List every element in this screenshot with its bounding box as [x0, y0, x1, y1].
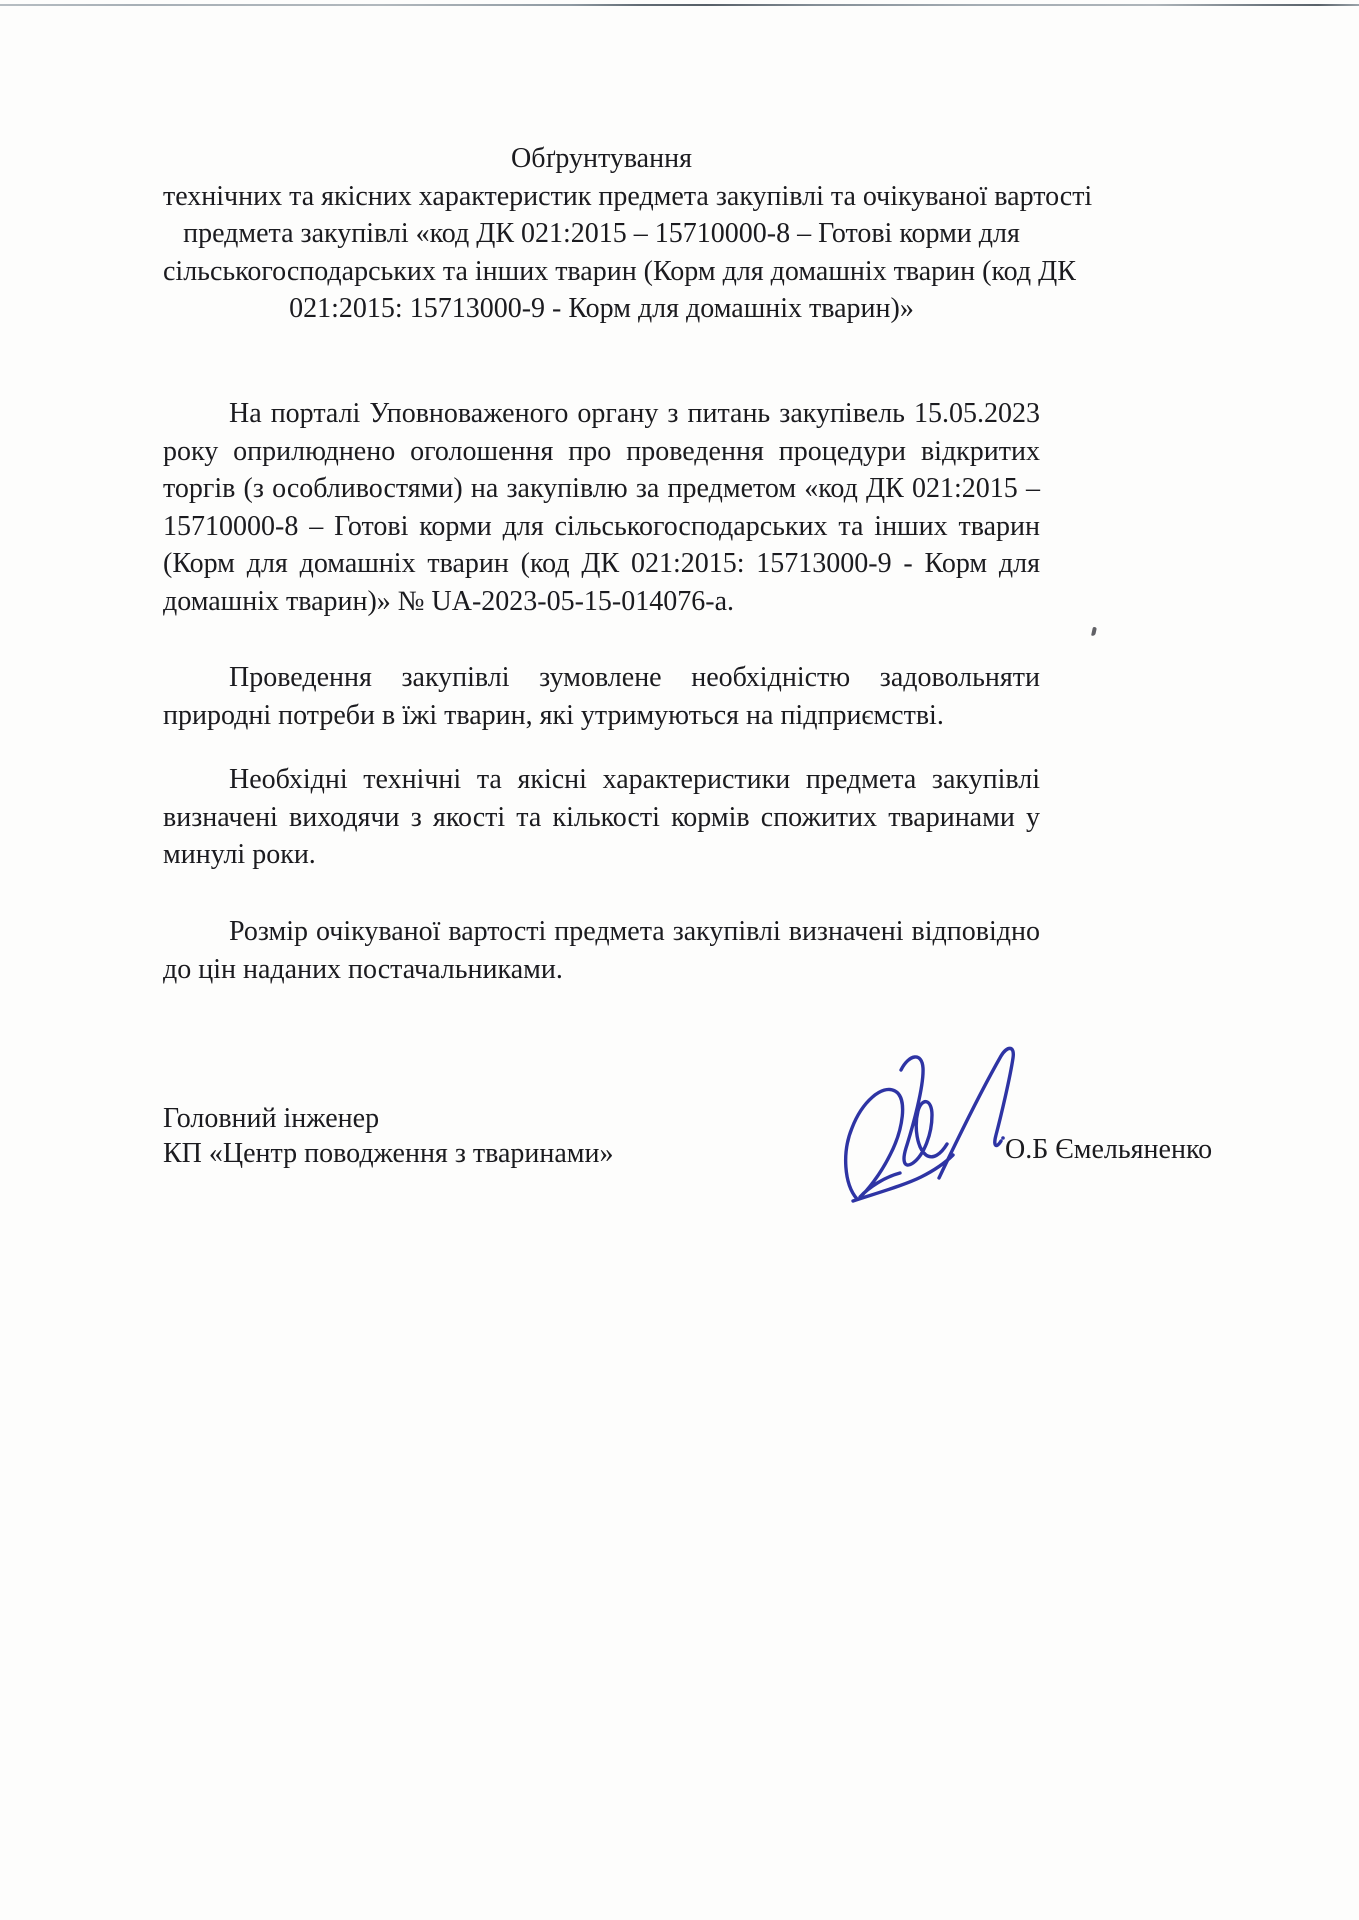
- top-edge-scan-artifact: [0, 4, 1359, 6]
- title-line: Обґрунтування: [511, 143, 692, 174]
- handwritten-signature-icon: [843, 1036, 1023, 1211]
- signer-organization-line: КП «Центр поводження з тваринами»: [163, 1138, 614, 1169]
- title-line: сільськогосподарських та інших тварин (Корм для домашніх тварин (код ДК: [163, 255, 1076, 287]
- title-line: технічних та якісних характеристик предмета закупівлі та очікуваної вартості: [163, 180, 1093, 212]
- title-line: предмета закупівлі «код ДК 021:2015 – 15710000-8 – Готові корми для: [183, 218, 1020, 249]
- signature-role-block: [163, 1101, 614, 1171]
- margin-ink-artifact: [1091, 627, 1097, 637]
- paragraph-technical-characteristics: Необхідні технічні та якісні характеристики предмета закупівлі визначені виходячи з якості та кількості кормів спожитих тваринами у минулі роки.: [163, 764, 1040, 870]
- document-title: [163, 140, 1093, 328]
- paragraph-purpose: Проведення закупівлі зумовлене необхідністю задовольняти природні потреби в їжі тварин, які утримуються на підприємстві.: [163, 662, 1040, 731]
- paragraph-announcement: На порталі Уповноваженого органу з питань закупівель 15.05.2023 року оприлюднено оголошення про проведення процедури відкритих торгів (з особливостями) на закупівлю за предметом «код ДК 021:2015 – 15710000-8 – Готові корми для сільськогосподарських та інших тварин (Корм для домашніх тварин (код ДК 021:2015: 15713000-9 - Корм для домашніх тварин)» № UA-2023-05-15-014076-а.: [163, 398, 1040, 617]
- signer-name: О.Б Ємельяненко: [1005, 1134, 1213, 1165]
- paragraph-expected-value: Розмір очікуваної вартості предмета закупівлі визначені відповідно до цін наданих постачальниками.: [163, 916, 1040, 985]
- title-line: 021:2015: 15713000-9 - Корм для домашніх тварин)»: [289, 293, 914, 324]
- signer-role-line: Головний інженер: [163, 1103, 380, 1134]
